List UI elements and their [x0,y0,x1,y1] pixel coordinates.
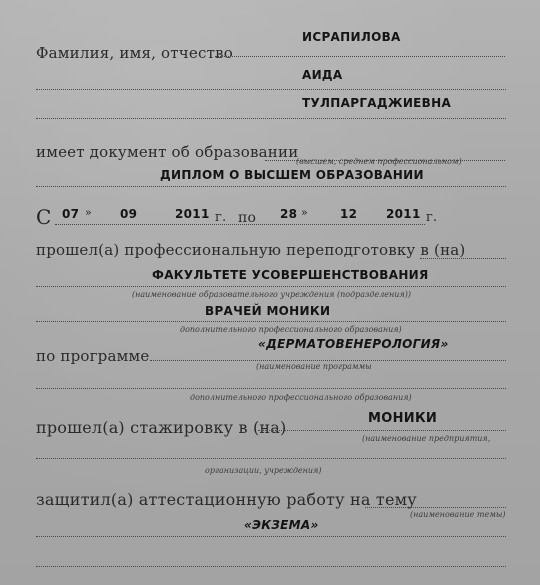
quote-mark: » [85,206,92,219]
retraining-line-3 [36,321,506,322]
thesis-line [365,507,506,508]
program-note-1: (наименование программы [256,362,372,371]
period-to-year: 2011 [386,207,421,221]
period-to-day: 28 [280,207,298,221]
retraining-note-1: (наименование образовательного учреждения (подразделения)) [132,290,411,299]
thesis-value-line [36,536,506,537]
period-from-month: 09 [120,207,138,221]
period-to-word: по [238,210,257,226]
thesis-label: защитил(а) аттестационную работу на тему [36,490,417,509]
thesis-extra-line [36,566,506,567]
period-year-suffix-1: г. [215,210,227,225]
retraining-line-1 [420,258,506,259]
internship-line [258,430,506,431]
name-line [36,89,506,90]
period-to-month: 12 [340,207,358,221]
retraining-line-2 [36,286,506,287]
internship-label: прошел(а) стажировку в (на) [36,418,287,437]
patronymic-value: ТУЛПАРГАДЖИЕВНА [302,96,452,110]
surname-line [215,56,505,57]
program-line-2 [36,388,506,389]
thesis-note: (наименование темы) [410,510,506,519]
internship-value: МОНИКИ [368,411,438,426]
surname-value: ИСРАПИЛОВА [302,30,401,44]
program-line [150,360,506,361]
retraining-value-1: ФАКУЛЬТЕТЕ УСОВЕРШЕНСТВОВАНИЯ [152,268,429,282]
retraining-value-2: ВРАЧЕЙ МОНИКИ [205,304,331,318]
period-line [55,224,425,225]
education-note: (высшем, среднем профессиональном) [296,157,462,166]
quote-mark-2: » [301,206,308,219]
program-label: по программе [36,347,150,365]
program-note-2: дополнительного профессионального образования) [190,393,412,402]
period-from-year: 2011 [175,207,210,221]
period-from-day: 07 [62,207,80,221]
education-label: имеет документ об образовании [36,143,299,161]
program-value: «ДЕРМАТОВЕНЕРОЛОГИЯ» [258,337,449,351]
name-value: АИДА [302,68,343,82]
patronymic-line [36,118,506,119]
thesis-value: «ЭКЗЕМА» [244,518,319,532]
internship-note-1: (наименование предприятия, [362,434,491,443]
education-value-line [36,186,506,187]
internship-line-2 [36,458,506,459]
retraining-label: прошел(а) профессиональную переподготовку в (на) [36,241,466,259]
fio-label: Фамилия, имя, отчество [36,44,233,62]
period-from-prefix: С [36,205,52,229]
retraining-note-2: дополнительного профессионального образования) [180,325,402,334]
period-year-suffix-2: г. [426,210,438,225]
education-value: ДИПЛОМ О ВЫСШЕМ ОБРАЗОВАНИИ [160,168,424,182]
internship-note-2: организации, учреждения) [205,466,322,475]
